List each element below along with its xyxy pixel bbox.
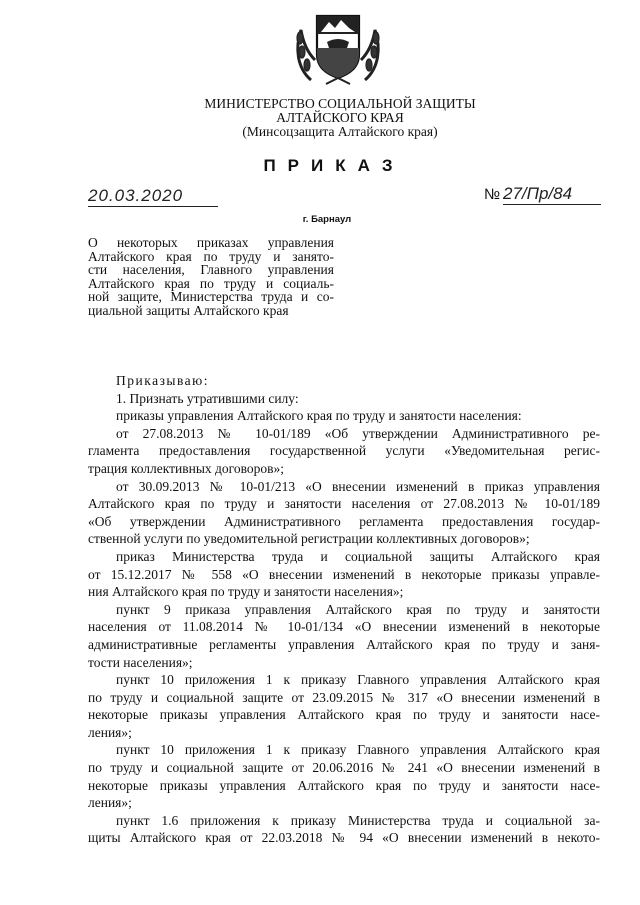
- body-line: ления»;: [88, 724, 132, 740]
- body-line: по труду и социальной защите от 20.06.2016 № 241 «О внесении изменений в: [88, 760, 600, 776]
- body-line: пункт 9 приказа управления Алтайского края по труду и занятости: [116, 601, 600, 617]
- body-line: от 15.12.2017 № 558 «О внесении изменений в некоторые приказы управле-: [88, 566, 600, 582]
- body-line: гламента предоставления государственной услуги «Уведомительная регис-: [88, 443, 600, 459]
- number-label: №: [484, 186, 501, 203]
- body-line: «Об утверждении Административного регламента предоставления государ-: [88, 513, 600, 529]
- body-line: по труду и социальной защите от 23.09.2015 № 317 «О внесении изменений в: [88, 689, 600, 705]
- body-line: ственной услуги по уведомительной регистрации коллективных договоров»;: [88, 531, 530, 547]
- body-line: ления»;: [88, 795, 132, 811]
- body-line: некоторые приказы управления Алтайского края по труду и занятости насе-: [88, 777, 600, 793]
- body-line: трация коллективных договоров»;: [88, 460, 285, 476]
- coat-of-arms-emblem: [293, 8, 383, 88]
- body-line: от 30.09.2013 № 10-01/213 «О внесении изменений в приказ управления: [116, 478, 600, 494]
- subject-line: ной защите, Министерства труда и со-: [88, 289, 334, 304]
- body-line: приказ Министерства труда и социальной защиты Алтайского края: [116, 548, 600, 564]
- document-subject: [88, 236, 334, 317]
- body-line: некоторые приказы управления Алтайского края по труду и занятости насе-: [88, 707, 600, 723]
- body-line: 1. Признать утратившими силу:: [116, 390, 299, 406]
- body-line: населения от 11.08.2014 № 10-01/134 «О внесении изменений в некоторые: [88, 619, 600, 635]
- city-name: г. Барнаул: [302, 214, 352, 225]
- body-line: Алтайского края по труду и занятости населения от 27.08.2013 № 10-01/189: [88, 496, 600, 512]
- body-line: пункт 10 приложения 1 к приказу Главного управления Алтайского края: [116, 742, 600, 758]
- document-body: [88, 372, 600, 847]
- ministry-short-name: (Минсоцзащита Алтайского края): [242, 124, 438, 139]
- document-type-title: ПРИКАЗ: [263, 156, 405, 175]
- body-line: щиты Алтайского края от 22.03.2018 № 94 «О внесении изменений в некото-: [88, 830, 600, 846]
- body-line: тости населения»;: [88, 654, 193, 670]
- subject-line: циальной защиты Алтайского края: [88, 302, 289, 318]
- ministry-name-line2: АЛТАЙСКОГО КРАЯ: [276, 110, 404, 125]
- subject-line: Алтайского края по труду и занято-: [88, 248, 334, 264]
- handwritten-number: 27/Пр/84: [503, 184, 601, 205]
- subject-line: сти населения, Главного управления: [88, 262, 334, 277]
- body-line: пункт 10 приложения 1 к приказу Главного управления Алтайского края: [116, 672, 600, 688]
- handwritten-date: 20.03.2020: [88, 186, 218, 207]
- body-line: от 27.08.2013 № 10-01/189 «Об утверждении Административного ре-: [116, 425, 600, 441]
- ministry-name-line1: МИНИСТЕРСТВО СОЦИАЛЬНОЙ ЗАЩИТЫ: [204, 96, 476, 111]
- subject-line: О некоторых приказах управления: [88, 235, 334, 250]
- order-heading: Приказываю:: [116, 373, 209, 388]
- body-line: ния Алтайского края по труду и занятости населения»;: [88, 584, 404, 600]
- body-line: приказы управления Алтайского края по труду и занятости населения:: [116, 408, 522, 424]
- subject-line: Алтайского края по труду и социаль-: [88, 275, 334, 291]
- body-line: пункт 1.6 приложения к приказу Министерства труда и социальной за-: [116, 812, 600, 828]
- body-line: административные регламенты управления Алтайского края по труду и заня-: [88, 636, 600, 652]
